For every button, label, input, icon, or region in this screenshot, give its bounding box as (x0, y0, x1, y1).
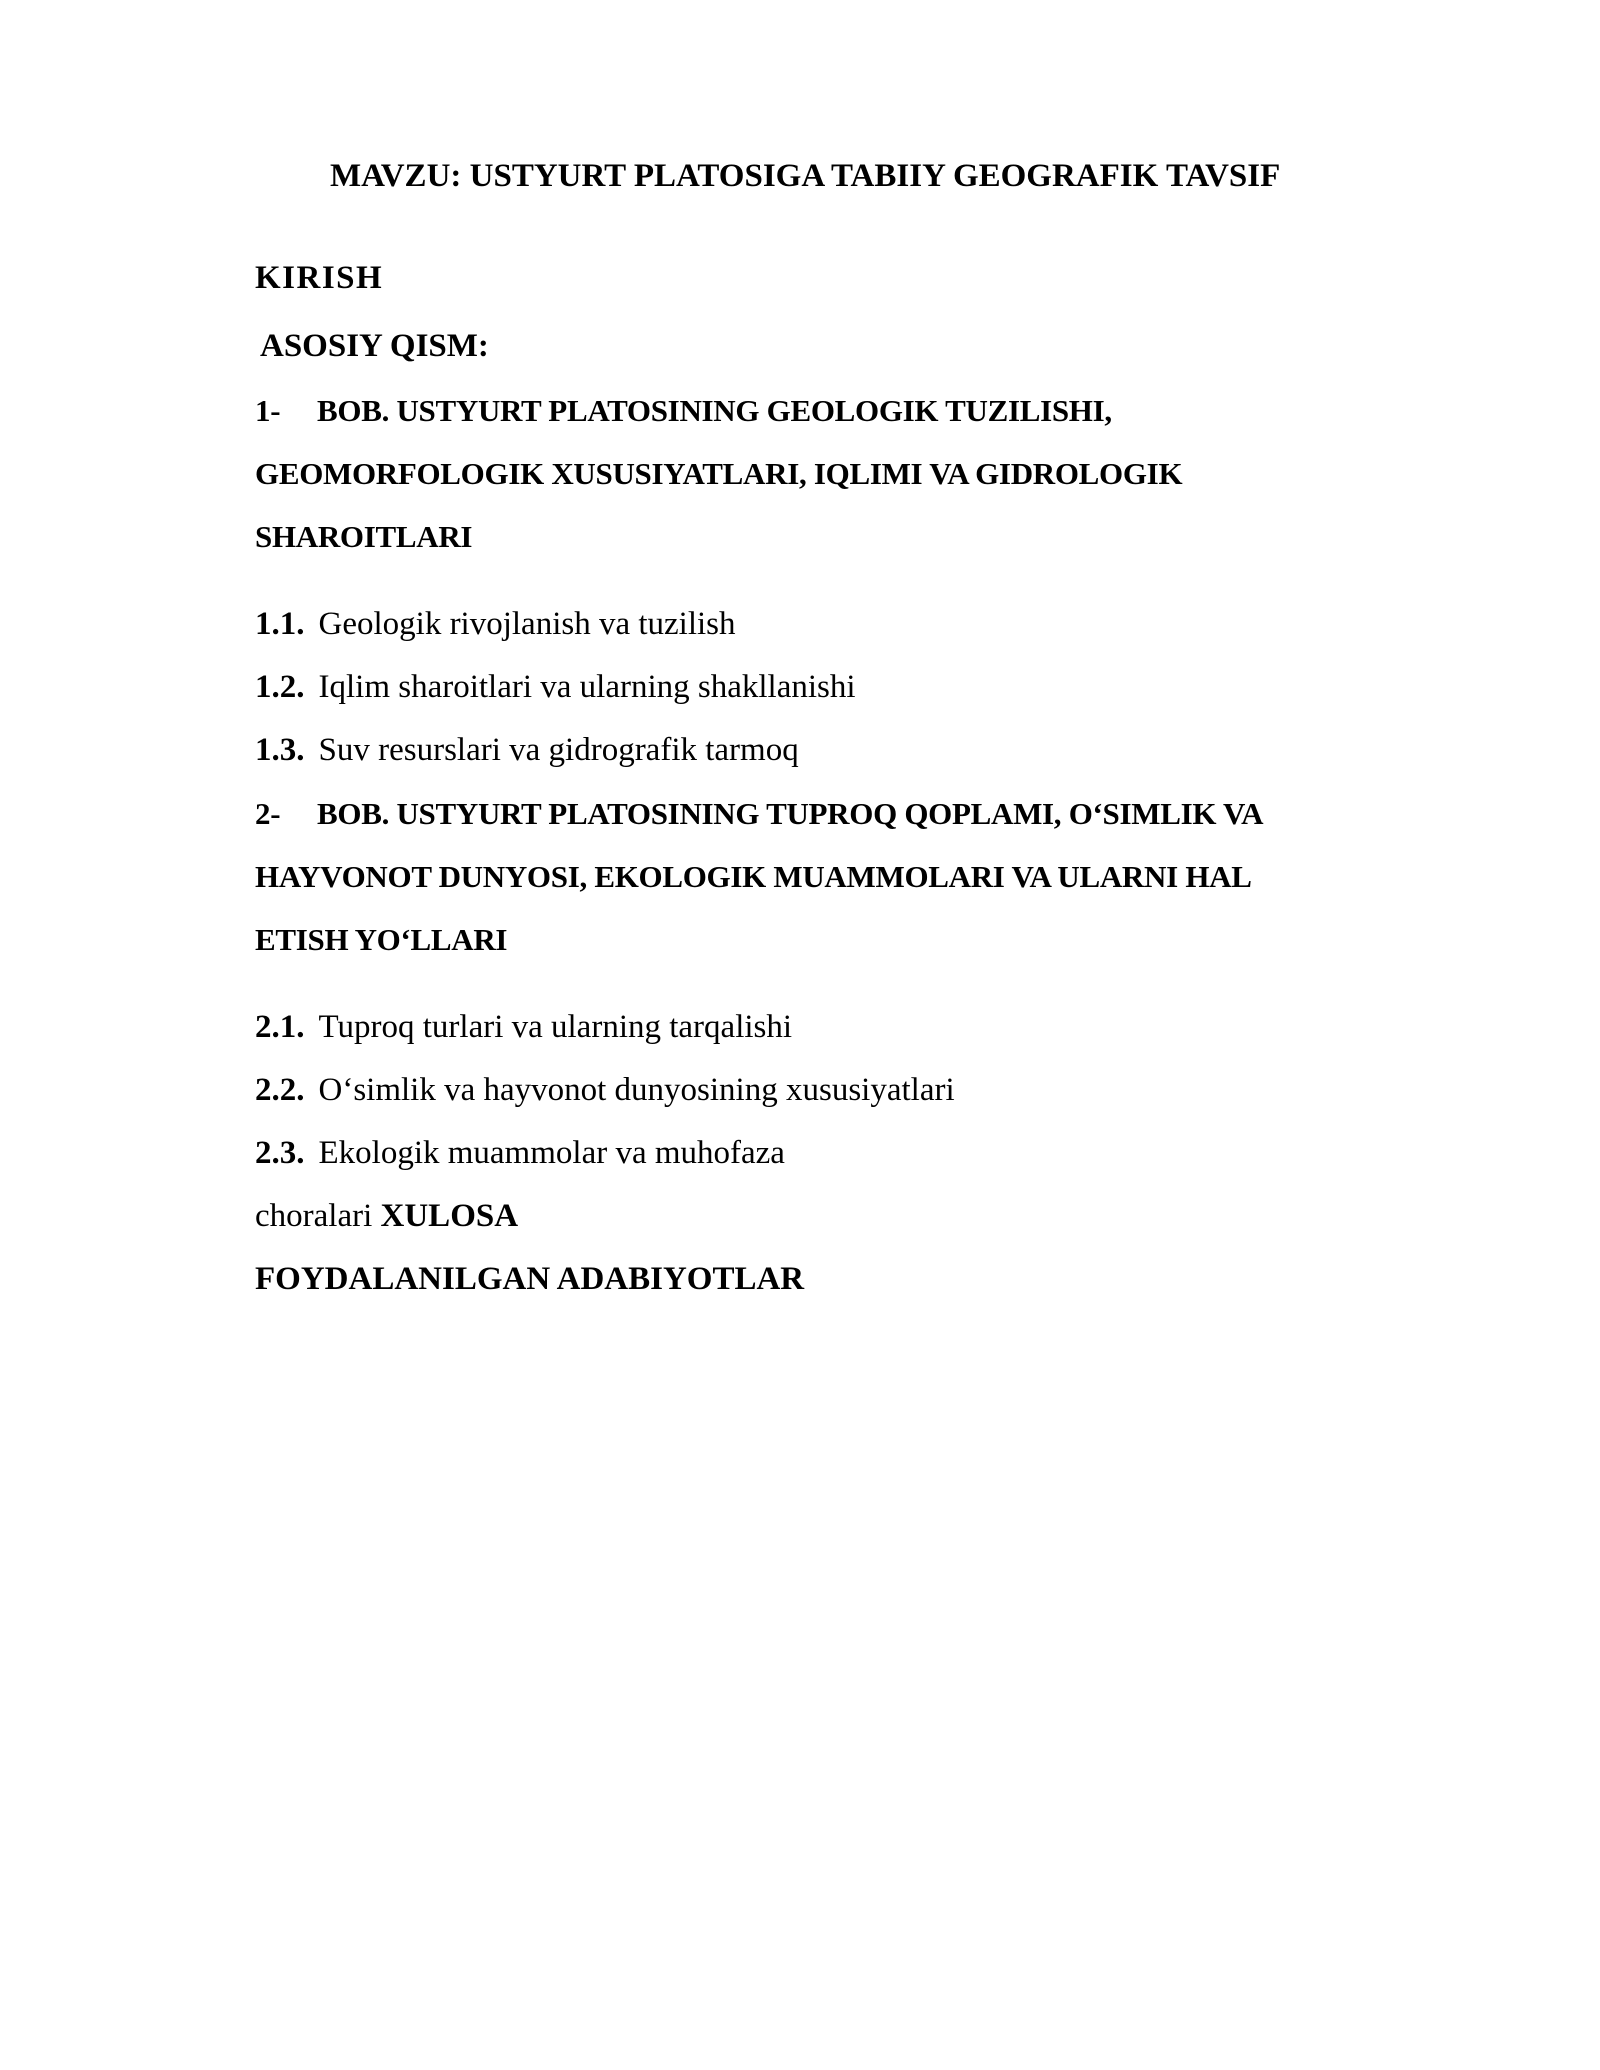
references-heading: FOYDALANILGAN ADABIYOTLAR (255, 1261, 805, 1297)
section-title: Ekologik muammolar va muhofaza (318, 1135, 785, 1171)
section-number: 1.2. (255, 669, 305, 705)
chapter2-heading-line3: ETISH YO‘LLARI (255, 922, 508, 957)
conclusion-heading: XULOSA (380, 1198, 519, 1234)
chapter1-title: BOB. USTYURT PLATOSINING GEOLOGIK TUZILISHI, (317, 393, 1112, 428)
chapter2-title: BOB. USTYURT PLATOSINING TUPROQ QOPLAMI, O‘SIMLIK VA (317, 796, 1264, 831)
intro-heading: KIRISH (255, 260, 384, 296)
section-title: Geologik rivojlanish va tuzilish (318, 606, 736, 642)
toc-item (255, 1135, 785, 1172)
page-title: MAVZU: USTYURT PLATOSIGA TABIIY GEOGRAFIK TAVSIF (330, 158, 1281, 194)
chapter1-number: 1- (255, 393, 281, 428)
main-part-heading: ASOSIY QISM: (260, 328, 489, 364)
section-number: 2.1. (255, 1009, 305, 1045)
toc-item (255, 669, 856, 706)
toc-item (255, 1072, 955, 1109)
section-number: 2.3. (255, 1135, 305, 1171)
chapter1-heading-line3: SHAROITLARI (255, 519, 473, 554)
conclusion-line (255, 1198, 518, 1235)
section-number: 2.2. (255, 1072, 305, 1108)
section-title: Iqlim sharoitlari va ularning shakllanishi (318, 669, 856, 705)
section-title: Suv resurslari va gidrografik tarmoq (318, 732, 799, 768)
chapter2-heading-line1 (255, 796, 1263, 832)
section-title: O‘simlik va hayvonot dunyosining xususiyatlari (318, 1072, 955, 1108)
continuation-text: choralari (255, 1198, 373, 1234)
section-number: 1.1. (255, 606, 305, 642)
section-title: Tuproq turlari va ularning tarqalishi (318, 1009, 793, 1045)
chapter1-heading-line1 (255, 393, 1112, 429)
toc-item (255, 732, 799, 769)
chapter2-number: 2- (255, 796, 281, 831)
chapter1-heading-line2: GEOMORFOLOGIK XUSUSIYATLARI, IQLIMI VA GIDROLOGIK (255, 456, 1183, 491)
toc-item (255, 1009, 792, 1046)
section-number: 1.3. (255, 732, 305, 768)
toc-item (255, 606, 736, 643)
chapter2-heading-line2: HAYVONOT DUNYOSI, EKOLOGIK MUAMMOLARI VA ULARNI HAL (255, 859, 1252, 894)
